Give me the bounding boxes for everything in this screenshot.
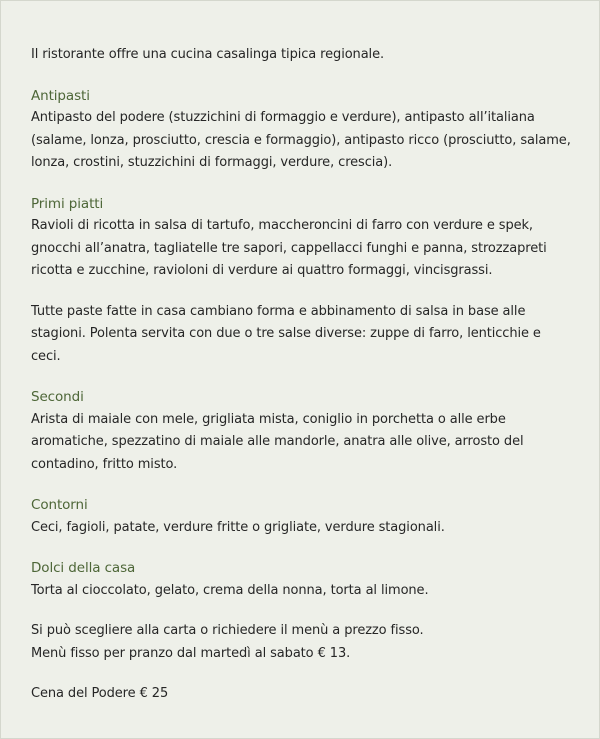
- primi-piatti-heading: Primi piatti: [31, 195, 104, 212]
- primi-piatti-description: Ravioli di ricotta in salsa di tartufo, maccheroncini di farro con verdure e spek, gnocchi all’anatra, tagliatelle tre sapori, cappellacci funghi e panna, strozzapreti ricotta e zucchine, ravioloni di verdure ai quattro formaggi, vincisgrassi.: [31, 218, 547, 278]
- lunch-price-note: Menù fisso per pranzo dal martedì al sabato € 13.: [31, 645, 351, 661]
- secondi-section: [31, 386, 571, 476]
- primi-piatti-section: [31, 193, 571, 283]
- intro-text: Il ristorante offre una cucina casalinga tipica regionale.: [31, 47, 385, 62]
- dolci-description: Torta al cioccolato, gelato, crema della nonna, torta al limone.: [31, 582, 429, 598]
- secondi-heading: Secondi: [31, 389, 84, 405]
- contorni-heading: Contorni: [31, 497, 88, 513]
- menu-content: [31, 44, 571, 719]
- dinner-price: Cena del Podere € 25: [31, 686, 169, 701]
- secondi-description: Arista di maiale con mele, grigliata mista, coniglio in porchetta o alle erbe aromatiche, spezzatino di maiale alle mandorle, anatra alle olive, arrosto del contadino, fritto misto.: [31, 411, 524, 472]
- antipasti-heading: Antipasti: [31, 87, 90, 104]
- contorni-description: Ceci, fagioli, patate, verdure fritte o grigliate, verdure stagionali.: [31, 519, 445, 535]
- dolci-heading: Dolci della casa: [31, 560, 136, 576]
- antipasti-description: Antipasto del podere (stuzzichini di formaggio e verdure), antipasto all’italiana (salame, lonza, prosciutto, crescia e formaggio), antipasto ricco (prosciutto, salame, lonza, crostini, stuzzichini di formaggi, verdure, crescia).: [31, 110, 571, 170]
- menu-choice-note: Si può scegliere alla carta o richiedere il menù a prezzo fisso.: [31, 623, 424, 638]
- contorni-section: [31, 494, 571, 539]
- dolci-section: [31, 557, 571, 602]
- antipasti-section: [31, 85, 571, 175]
- menu-price-notes: [31, 620, 571, 665]
- pasta-note: Tutte paste fatte in casa cambiano forma e abbinamento di salsa in base alle stagioni. Polenta servita con due o tre salse diverse: zuppe di farro, lenticchie e ceci.: [31, 303, 541, 364]
